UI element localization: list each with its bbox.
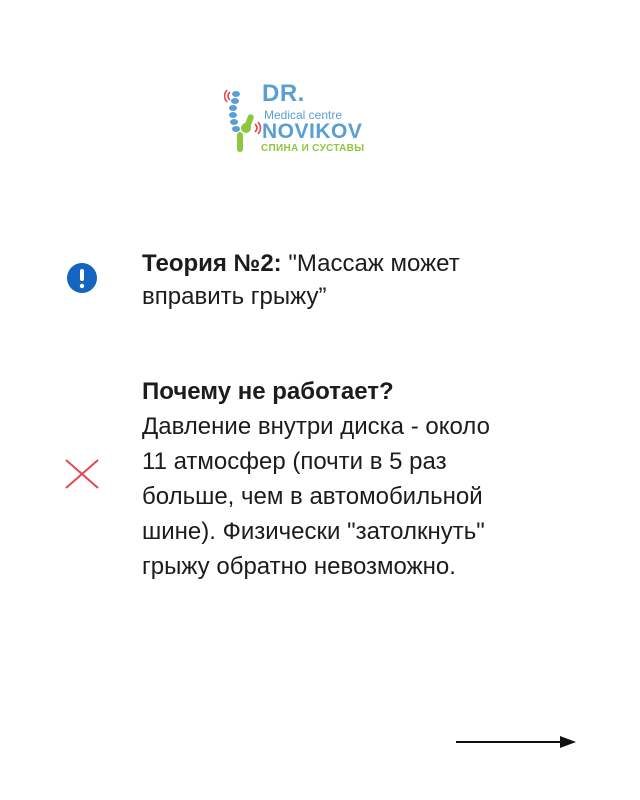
- theory-text-line2: вправить грыжу”: [142, 283, 327, 310]
- why-title: Почему не работает?: [142, 378, 394, 405]
- spine-joint-icon: [224, 84, 264, 154]
- why-line: 11 атмосфер (почти в 5 раз: [142, 448, 447, 475]
- logo-title-dr: DR.: [262, 80, 305, 107]
- theory-label: Теория №2:: [142, 250, 282, 277]
- logo-subtitle: Medical centre: [264, 108, 343, 122]
- why-explanation: [142, 374, 572, 584]
- why-line: грыжу обратно невозможно.: [142, 553, 456, 580]
- arrow-right-icon[interactable]: [456, 734, 576, 750]
- why-line: Давление внутри диска - около: [142, 413, 490, 440]
- exclamation-circle-icon: [66, 262, 98, 294]
- logo-title-name: NOVIKOV: [262, 120, 363, 143]
- why-line: шине). Физически "затолкнуть": [142, 518, 485, 545]
- theory-text: "Массаж может: [288, 250, 460, 277]
- logo-tagline: СПИНА И СУСТАВЫ: [261, 143, 365, 154]
- clinic-logo: [224, 82, 384, 156]
- why-line: больше, чем в автомобильной: [142, 483, 483, 510]
- cross-icon: [64, 458, 100, 490]
- theory-statement: [142, 247, 562, 313]
